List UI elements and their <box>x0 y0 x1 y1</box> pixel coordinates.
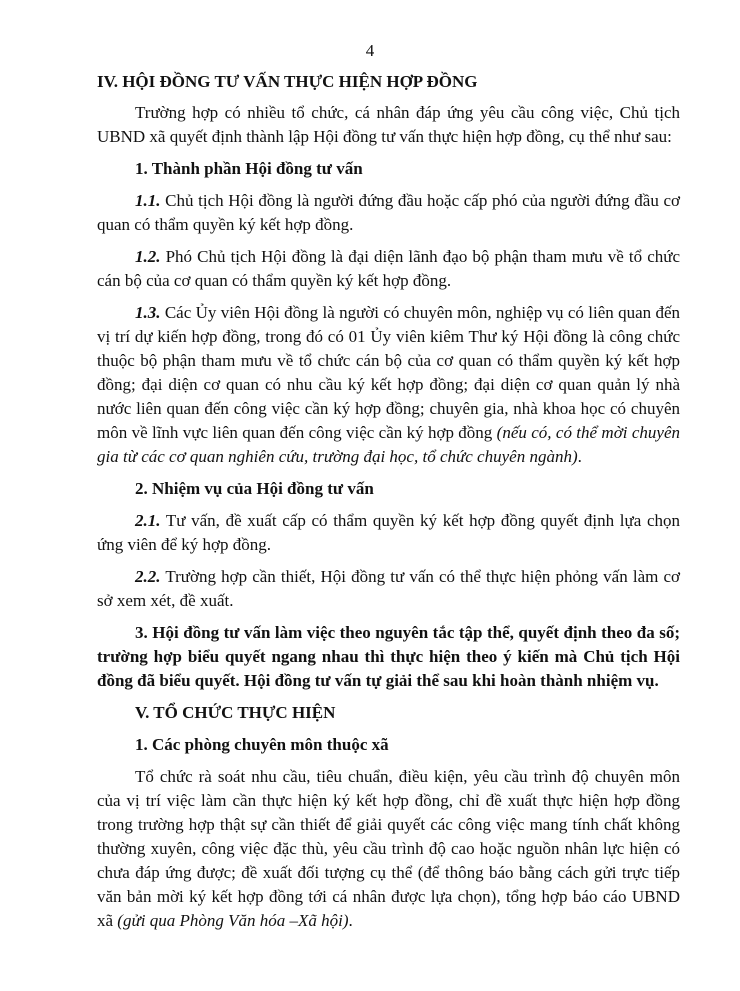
item-2-2 <box>97 565 680 613</box>
section-v-paragraph-italic: (gửi qua Phòng Văn hóa –Xã hội) <box>117 911 349 930</box>
document-body <box>97 66 680 937</box>
item-1-1 <box>97 189 680 237</box>
sub1-heading: 1. Thành phần Hội đồng tư vấn <box>135 159 363 178</box>
section-v-paragraph-end: . <box>348 911 353 930</box>
section-v-paragraph-text: Tổ chức rà soát nhu cầu, tiêu chuẩn, điều kiện, yêu cầu trình độ chuyên môn của vị trí việc làm cần thực hiện ký kết hợp đồng, chỉ đề xuất thực hiện hợp đồng trong trường hợp thật sự cần thiết để giải quyết các công việc mang tính chất không thường xuyên, công việc đặc thù, yêu cầu trình độ cao hoặc nguồn nhân lực hiện có chưa đáp ứng được; đề xuất đối tượng cụ thể (để thông báo bằng cách gửi trực tiếp văn bản mời ký kết hợp đồng tới cá nhân được lựa chọn), tổng hợp báo cáo UBND xã <box>97 767 680 930</box>
item-1-3-end: . <box>577 447 582 466</box>
sub3-paragraph: 3. Hội đồng tư vấn làm việc theo nguyên tắc tập thể, quyết định theo đa số; trường hợp biểu quyết ngang nhau thì thực hiện theo ý kiến mà Chủ tịch Hội đồng đã biểu quyết. Hội đồng tư vấn tự giải thể sau khi hoàn thành nhiệm vụ. <box>97 623 680 690</box>
item-2-2-text: Trường hợp cần thiết, Hội đồng tư vấn có thể thực hiện phỏng vấn làm cơ sở xem xét, đề xuất. <box>97 567 680 610</box>
section-v-sub1-heading: 1. Các phòng chuyên môn thuộc xã <box>135 735 389 754</box>
item-1-2-text: Phó Chủ tịch Hội đồng là đại diện lãnh đạo bộ phận tham mưu về tổ chức cán bộ của cơ quan có thẩm quyền ký kết hợp đồng. <box>97 247 680 290</box>
item-1-1-text: Chủ tịch Hội đồng là người đứng đầu hoặc cấp phó của người đứng đầu cơ quan có thẩm quyền ký kết hợp đồng. <box>97 191 680 234</box>
item-2-1-text: Tư vấn, đề xuất cấp có thẩm quyền ký kết hợp đồng quyết định lựa chọn ứng viên để ký hợp đồng. <box>97 511 680 554</box>
item-1-2-number: 1.2. <box>135 247 161 266</box>
section-v-heading: V. TỔ CHỨC THỰC HIỆN <box>135 703 336 722</box>
item-1-1-number: 1.1. <box>135 191 161 210</box>
section-v-paragraph <box>97 765 680 933</box>
section-iv-intro: Trường hợp có nhiều tổ chức, cá nhân đáp ứng yêu cầu công việc, Chủ tịch UBND xã quyết định thành lập Hội đồng tư vấn thực hiện hợp đồng, cụ thể như sau: <box>97 103 680 146</box>
page-number: 4 <box>365 41 375 60</box>
item-1-2 <box>97 245 680 293</box>
item-2-2-number: 2.2. <box>135 567 161 586</box>
item-2-1 <box>97 509 680 557</box>
item-2-1-number: 2.1. <box>135 511 161 530</box>
item-1-3-text: Các Ủy viên Hội đồng là người có chuyên môn, nghiệp vụ có liên quan đến vị trí dự kiến hợp đồng, trong đó có 01 Ủy viên kiêm Thư ký Hội đồng là công chức thuộc bộ phận tham mưu về tổ chức cán bộ của cơ quan có thẩm quyền ký kết hợp đồng; đại diện cơ quan có nhu cầu ký kết hợp đồng; đại diện cơ quan quản lý nhà nước liên quan đến công việc cần ký hợp đồng; chuyên gia, nhà khoa học có chuyên môn về lĩnh vực liên quan đến công việc cần ký hợp đồng <box>97 303 680 442</box>
item-1-3 <box>97 301 680 469</box>
item-1-3-italic: (nếu có, có thể mời chuyên gia từ các cơ quan nghiên cứu, trường đại học, tổ chức chuyên ngành) <box>97 423 680 466</box>
sub2-heading: 2. Nhiệm vụ của Hội đồng tư vấn <box>135 479 374 498</box>
section-iv-heading: IV. HỘI ĐỒNG TƯ VẤN THỰC HIỆN HỢP ĐỒNG <box>97 72 478 91</box>
item-1-3-number: 1.3. <box>135 303 161 322</box>
